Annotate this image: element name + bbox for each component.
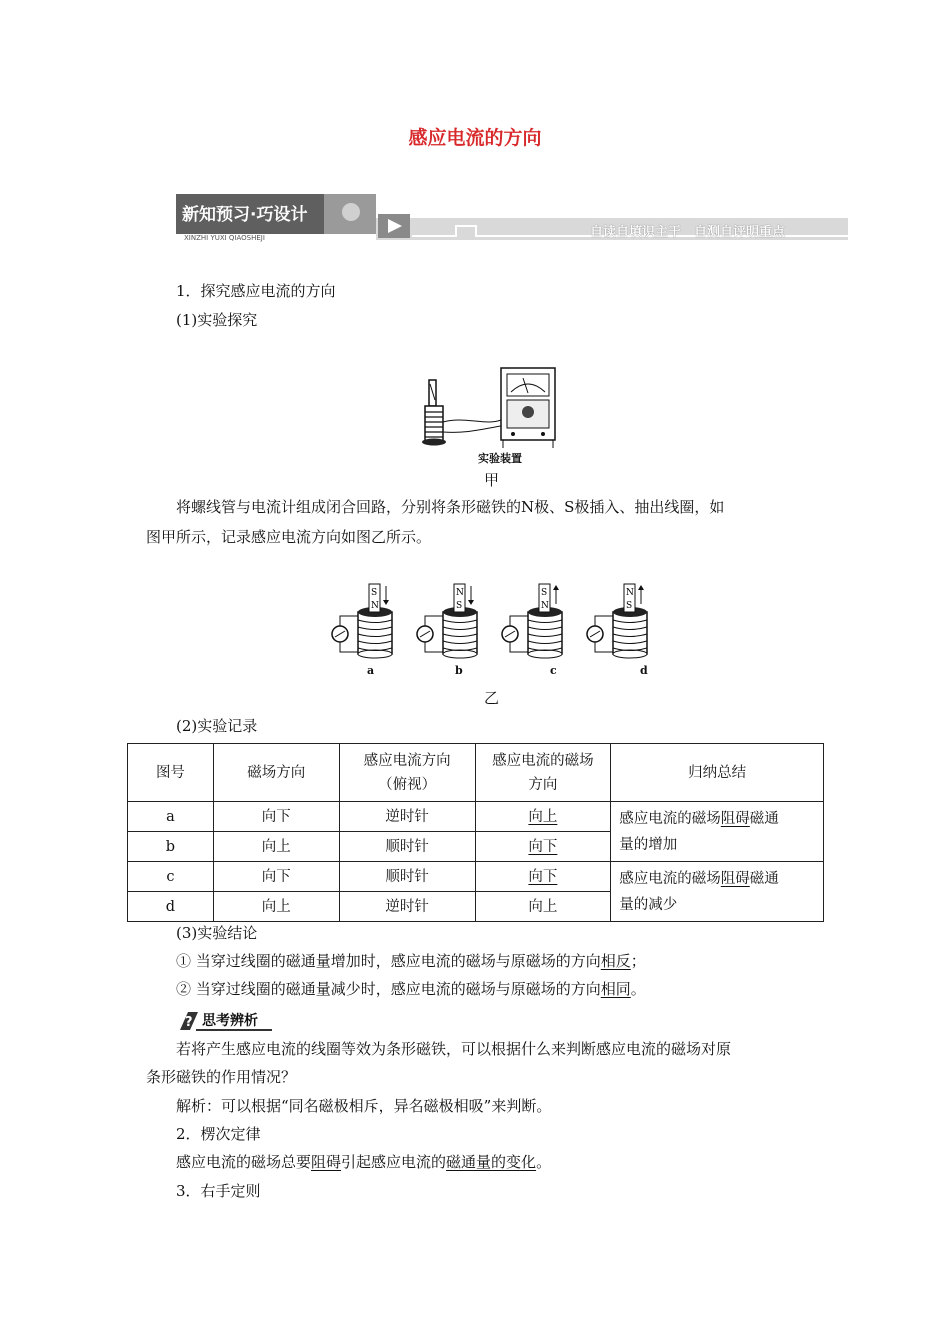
figure-label-yi: 乙 xyxy=(484,689,500,707)
question-line: 条形磁铁的作用情况？ xyxy=(146,1068,297,1086)
section-banner xyxy=(176,192,848,248)
conclusion-2: ② 当穿过线圈的磁通量减少时，感应电流的磁场与原磁场的方向相同。 xyxy=(176,980,646,998)
table-row: d 向上 逆时针 向上 xyxy=(128,892,824,922)
header-figure: 图号 xyxy=(128,744,214,802)
page-title: 感应电流的方向 xyxy=(408,127,542,149)
question-line: 若将产生感应电流的线圈等效为条形磁铁，可以根据什么来判断感应电流的磁场对原 xyxy=(176,1040,732,1058)
coil-label-c: c xyxy=(550,664,557,677)
svg-text:S: S xyxy=(371,588,378,598)
subheading-experiment: (1)实验探究 xyxy=(176,311,258,329)
svg-text:N: N xyxy=(456,588,464,598)
lenz-law-statement: 感应电流的磁场总要阻碍引起感应电流的磁通量的变化。 xyxy=(176,1153,552,1171)
banner-pinyin: XINZHI YUXI QIAOSHEJI xyxy=(184,234,265,242)
svg-text:N: N xyxy=(626,588,634,598)
summary-increase: 感应电流的磁场阻碍磁通 量的增加 xyxy=(611,802,824,862)
figure-label-jia: 甲 xyxy=(484,471,500,489)
svg-text:S: S xyxy=(541,588,548,598)
answer-line: 解析：可以根据“同名磁极相斥，异名磁极相吸”来判断。 xyxy=(176,1097,552,1115)
svg-text:N: N xyxy=(541,601,549,611)
apparatus-figure xyxy=(415,360,565,452)
paragraph-line: 图甲所示，记录感应电流方向如图乙所示。 xyxy=(146,528,432,546)
paragraph-line: 将螺线管与电流计组成闭合回路，分别将条形磁铁的N极、S极插入、抽出线圈，如 xyxy=(176,498,725,516)
summary-decrease: 感应电流的磁场阻碍磁通 量的减少 xyxy=(611,862,824,922)
table-header-row xyxy=(128,744,824,802)
coil-c xyxy=(502,584,562,658)
section-heading-2: 2．楞次定律 xyxy=(176,1125,261,1143)
header-summary: 归纳总结 xyxy=(611,744,824,802)
coil-d xyxy=(587,584,647,658)
think-badge xyxy=(176,1010,276,1032)
coil-label-d: d xyxy=(640,664,648,677)
conclusion-1: ① 当穿过线圈的磁通量增加时，感应电流的磁场与原磁场的方向相反； xyxy=(176,952,646,970)
svg-text:S: S xyxy=(456,601,463,611)
table-row: a 向下 逆时针 向上 感应电流的磁场阻碍磁通 量的增加 xyxy=(128,802,824,832)
coil-a xyxy=(332,584,392,658)
think-label: 思考辨析 xyxy=(202,1013,258,1029)
header-current: 感应电流方向 （俯视） xyxy=(339,744,475,802)
coil-figures xyxy=(320,582,670,662)
coil-label-b: b xyxy=(455,664,463,677)
header-field: 磁场方向 xyxy=(213,744,339,802)
table-row: b 向上 顺时针 向下 xyxy=(128,832,824,862)
record-table xyxy=(127,743,824,922)
section-heading-3: 3．右手定则 xyxy=(176,1182,261,1200)
banner-right-text: 自读自填识主干 自测自评明重点 xyxy=(590,225,786,240)
coil-label-a: a xyxy=(367,664,375,677)
svg-text:S: S xyxy=(626,601,633,611)
svg-text:N: N xyxy=(371,601,379,611)
section-heading-1: 1．探究感应电流的方向 xyxy=(176,282,336,300)
banner-left-title: 新知预习·巧设计 xyxy=(182,205,308,225)
coil-b xyxy=(417,584,477,658)
header-induced: 感应电流的磁场 方向 xyxy=(475,744,611,802)
subheading-conclusion: (3)实验结论 xyxy=(176,924,258,942)
figure-caption-apparatus: 实验装置 xyxy=(478,452,522,465)
svg-text:?: ? xyxy=(185,1015,193,1030)
subheading-record: (2)实验记录 xyxy=(176,717,258,735)
table-row: c 向下 顺时针 向下 感应电流的磁场阻碍磁通 量的减少 xyxy=(128,862,824,892)
